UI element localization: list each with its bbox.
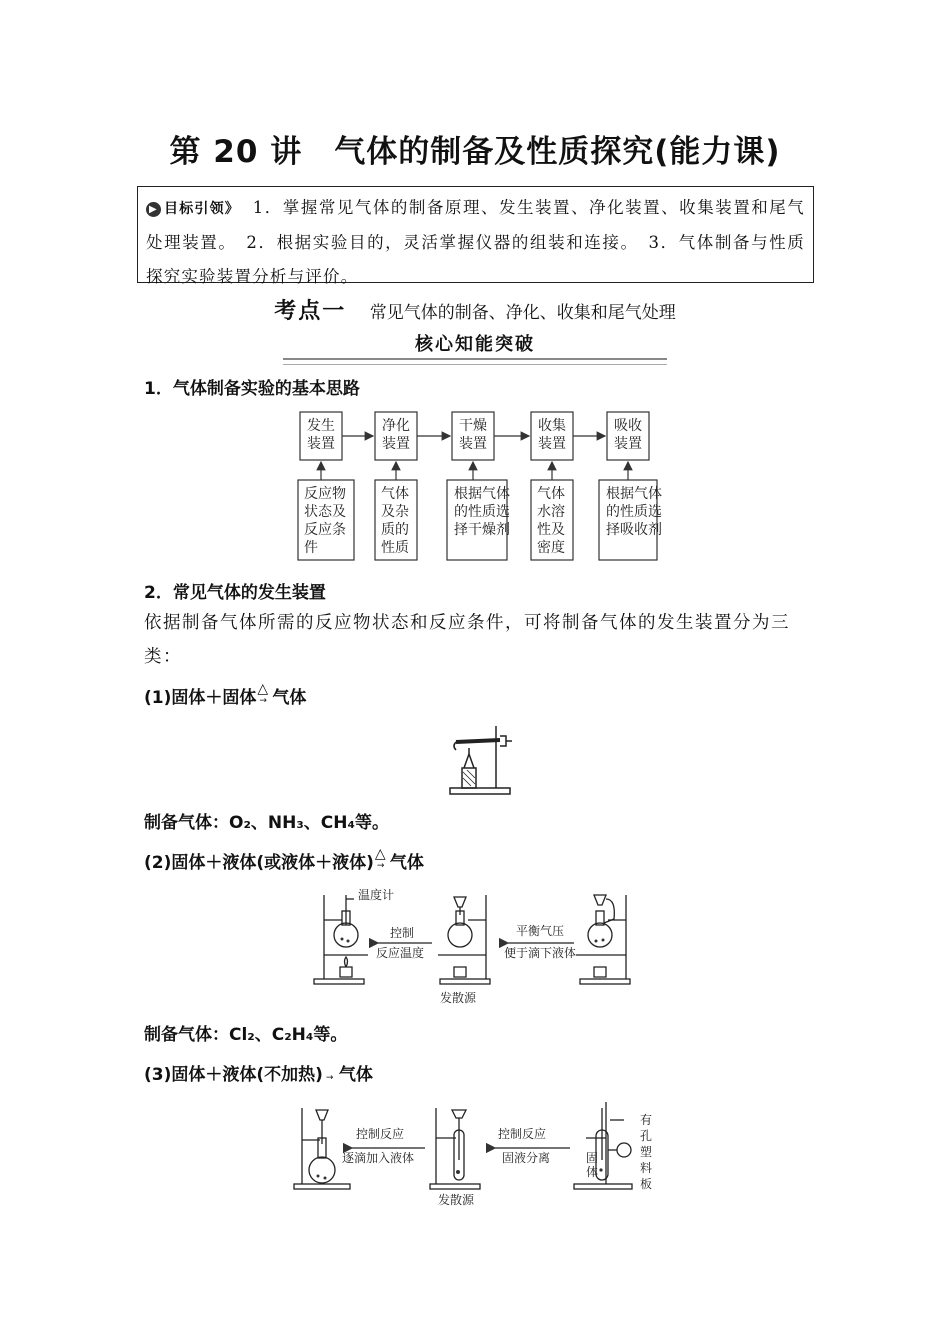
page-title: 第 20 讲 气体的制备及性质探究(能力课) — [169, 134, 781, 170]
flow-top-text: 装置 — [307, 436, 335, 452]
figure-caption: 发散源 — [438, 1193, 475, 1207]
intro-paragraph: 依据制备气体所需的反应物状态和反应条件，可将制备气体的发生装置分为三类： — [144, 613, 790, 667]
flow-top-text: 吸收 — [614, 418, 642, 434]
type1-line — [144, 683, 306, 708]
flow-bottom-text: 性及 — [537, 522, 565, 538]
heat-condition-icon: △ → — [257, 681, 269, 706]
label-right-arrow-2: 便于滴下液体 — [504, 946, 577, 960]
subsection-heading: 核心知能突破 — [415, 334, 535, 355]
goals-text: 1．掌握常见气体的制备原理、发生装置、净化装置、收集装置和尾气处理装置。 2．根据实验目的，灵活掌握仪器的组装和连接。 3．气体制备与性质探究实验装置分析与评价。 — [146, 198, 805, 286]
flow-bottom-text: 密度 — [537, 540, 565, 556]
type3-product: 气体 — [338, 1065, 373, 1085]
type1-gases: 制备气体：O₂、NH₃、CH₄等。 — [144, 813, 389, 833]
solid-liquid-unheated-apparatus-figure — [290, 1100, 670, 1212]
no-heat-condition-icon: → — [325, 1073, 334, 1083]
type1-product: 气体 — [272, 688, 307, 708]
flow-bottom-text: 件 — [304, 540, 318, 556]
type2-label: (2)固体＋液体(或液体＋液体) — [144, 853, 374, 873]
label-right-arrow-2: 固液分离 — [502, 1151, 551, 1165]
type2-line — [144, 848, 424, 873]
figure-caption: 发散源 — [440, 991, 477, 1005]
flow-bottom-text: 根据气体 — [454, 486, 510, 502]
type2-gases: 制备气体：Cl₂、C₂H₄等。 — [144, 1025, 348, 1045]
goals-box — [137, 186, 814, 286]
label-left-arrow-1: 控制反应 — [356, 1127, 405, 1141]
solid-solid-apparatus-figure — [440, 718, 520, 798]
label-perforated-plate: 塑 — [640, 1145, 653, 1159]
section-heading — [0, 294, 950, 325]
flow-diagram — [290, 405, 670, 565]
label-left-arrow-1: 控制 — [390, 926, 415, 940]
flow-bottom-text: 反应物 — [304, 486, 346, 502]
type3-line — [144, 1060, 373, 1085]
flow-top-text: 干燥 — [459, 418, 487, 434]
goals-badge: ▶ 目标引领》 — [146, 192, 240, 226]
solid-liquid-heated-apparatus-figure — [308, 885, 648, 1010]
heading-1: 1．气体制备实验的基本思路 — [144, 379, 360, 399]
label-left-arrow-2: 反应温度 — [376, 946, 425, 960]
flow-bottom-text: 性质 — [381, 540, 409, 556]
flow-bottom-text: 择吸收剂 — [606, 522, 662, 538]
flow-top-text: 净化 — [382, 418, 410, 434]
flow-top-text: 装置 — [614, 436, 642, 452]
label-solid: 体 — [586, 1165, 599, 1179]
label-thermometer: 温度计 — [358, 888, 395, 902]
flow-bottom-text: 水溶 — [537, 504, 565, 520]
flow-top-text: 装置 — [382, 436, 410, 452]
label-perforated-plate: 孔 — [640, 1129, 653, 1143]
flow-bottom-text: 及杂 — [381, 504, 409, 520]
play-icon: ▶ — [146, 202, 161, 217]
label-perforated-plate: 有 — [640, 1113, 653, 1127]
type2-product: 气体 — [389, 853, 424, 873]
label-perforated-plate: 料 — [640, 1161, 653, 1175]
flow-bottom-text: 根据气体 — [606, 486, 662, 502]
heading-2: 2．常见气体的发生装置 — [144, 583, 326, 603]
flow-top-text: 收集 — [538, 418, 566, 434]
flow-bottom-text: 择干燥剂 — [454, 522, 510, 538]
flow-bottom-text: 质的 — [381, 522, 409, 538]
flow-top-text: 装置 — [538, 436, 566, 452]
label-right-arrow-1: 控制反应 — [498, 1127, 547, 1141]
type1-label: (1)固体＋固体 — [144, 688, 257, 708]
label-perforated-plate: 板 — [640, 1177, 653, 1191]
section-title: 常见气体的制备、净化、收集和尾气处理 — [369, 303, 676, 323]
divider — [283, 358, 667, 365]
flow-bottom-text: 气体 — [537, 486, 565, 502]
flow-top-text: 发生 — [307, 418, 335, 434]
flow-bottom-text: 状态及 — [304, 504, 346, 520]
label-solid: 固 — [586, 1151, 599, 1165]
flow-bottom-text: 气体 — [381, 486, 409, 502]
heat-condition-icon: △ → — [374, 846, 386, 871]
label-left-arrow-2: 逐滴加入液体 — [342, 1151, 415, 1165]
flow-bottom-text: 的性质选 — [454, 504, 510, 520]
label-right-arrow-1: 平衡气压 — [516, 924, 565, 938]
flow-bottom-text: 的性质选 — [606, 504, 662, 520]
section-label: 考点一 — [274, 299, 347, 324]
flow-top-text: 装置 — [459, 436, 487, 452]
type3-label: (3)固体＋液体(不加热) — [144, 1065, 323, 1085]
flow-bottom-text: 反应条 — [304, 522, 346, 538]
